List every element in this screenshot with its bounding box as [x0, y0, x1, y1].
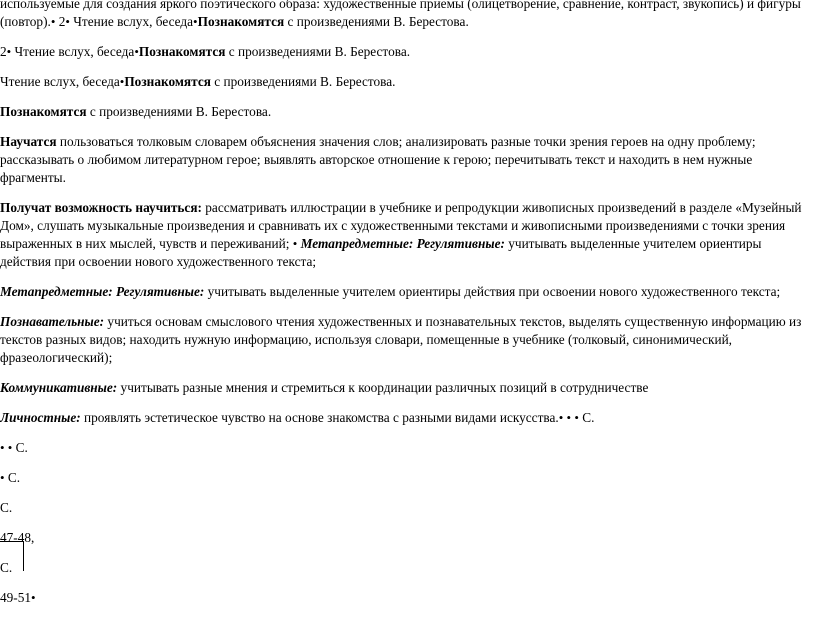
bullet-glyph: • — [6, 44, 12, 59]
page-reference: С. — [0, 500, 13, 515]
paragraph-learn — [0, 133, 812, 187]
paragraph-text: используемые для создания яркого поэтического образа: художественные приемы (олицетворение, сравнение, контраст, звукопись) и фигуры (повтор). — [0, 0, 801, 29]
page-reference: С. — [0, 560, 13, 575]
page-range: 47-48, — [0, 530, 35, 545]
page-range: 49-51 — [0, 590, 32, 605]
bullet-glyph: • • — [0, 440, 13, 455]
bold-term: Познакомятся — [0, 104, 87, 119]
bold-term: Научатся — [0, 134, 57, 149]
paragraph-text: проявлять эстетическое чувство на основе знакомства с разными видами искусства. — [80, 410, 559, 425]
page-reference: С. — [578, 410, 595, 425]
paragraph-text: с произведениями В. Берестова. — [86, 104, 272, 119]
bullet-glyph: • — [292, 236, 298, 251]
bold-italic-term: Метапредметные: Регулятивные: — [0, 284, 205, 299]
paragraph-text: с произведениями В. Берестова. — [284, 14, 469, 29]
bullet-glyph: • — [134, 44, 139, 59]
bullet-glyph: • — [31, 590, 36, 605]
paragraph-text: рассматривать иллюстрации в учебнике и репродукции живописных произведений в разделе «Музейный Дом», слушать музыкальные произведения и сравнивать их с художественными текстами и живописными произведениями с точки зрения выраженных в них мыслей, чувств и переживаний; — [0, 200, 802, 251]
bullet-glyph: • • • — [558, 410, 579, 425]
paragraph-personal — [0, 409, 812, 427]
bold-italic-term: Личностные: — [0, 410, 81, 425]
bold-term: Получат возможность научиться: — [0, 200, 202, 215]
page-reference: С. — [12, 440, 28, 455]
page-reference: С. — [4, 470, 21, 485]
paragraph-text: с произведениями В. Берестова. — [210, 74, 396, 89]
paragraph-text: Чтение вслух, беседа — [11, 44, 135, 59]
bold-italic-term: Метапредметные: Регулятивные: — [297, 236, 505, 251]
paragraph-page-ref — [0, 559, 812, 577]
bold-italic-term: Коммуникативные: — [0, 380, 118, 395]
paragraph-text: Чтение вслух, беседа — [0, 74, 120, 89]
paragraph-regulatory — [0, 283, 812, 301]
paragraph-communicative — [0, 379, 812, 397]
paragraph-cognitive — [0, 313, 812, 367]
paragraph-text: Чтение вслух, беседа — [69, 14, 194, 29]
bold-term: Познакомятся — [124, 74, 211, 89]
paragraph-text: учитывать выделенные учителем ориентиры действия при освоении нового художественного текста; — [0, 236, 762, 269]
bold-term: Познакомятся — [197, 14, 285, 29]
paragraph-page-range — [0, 589, 812, 607]
paragraph-text: пользоваться толковым словарем объяснения значения слов; анализировать разные точки зрения героев на одну проблему; рассказывать о любимом литературном герое; выявлять авторское отношение к герою; перечитывать текст и находить в нем нужные фрагменты. — [0, 134, 756, 185]
paragraph-text: учитывать выделенные учителем ориентиры действия при освоении нового художественного текста; — [204, 284, 781, 299]
bullet-glyph: • — [65, 14, 70, 29]
paragraph-opportunity — [0, 199, 812, 271]
bullet-glyph: • — [50, 14, 56, 29]
paragraph-page-ref — [0, 439, 812, 457]
paragraph-intro — [0, 0, 812, 31]
bold-italic-term: Познавательные: — [0, 314, 105, 329]
paragraph-text: учиться основам смыслового чтения художественных и познавательных текстов, выделять существенную информацию из текстов разных видов; находить нужную информацию, используя словари, помещенные в учебнике (толковый, синонимический, фразеологический); — [0, 314, 802, 365]
paragraph-familiarize — [0, 103, 812, 121]
lesson-number: 2 — [0, 44, 7, 59]
paragraph-text: 2 — [55, 14, 66, 29]
paragraph-page-ref — [0, 469, 812, 487]
paragraph-reading — [0, 73, 812, 91]
bold-term: Познакомятся — [138, 44, 226, 59]
bullet-glyph: • — [119, 74, 125, 89]
bullet-glyph: • — [193, 14, 198, 29]
paragraph-page-ref — [0, 499, 812, 517]
paragraph-page-range — [0, 529, 812, 547]
bullet-glyph: • — [0, 470, 5, 485]
paragraph-text: учитывать разные мнения и стремиться к координации различных позиций в сотрудничестве — [117, 380, 649, 395]
paragraph-text: с произведениями В. Берестова. — [225, 44, 411, 59]
paragraph-lesson-2 — [0, 43, 812, 61]
